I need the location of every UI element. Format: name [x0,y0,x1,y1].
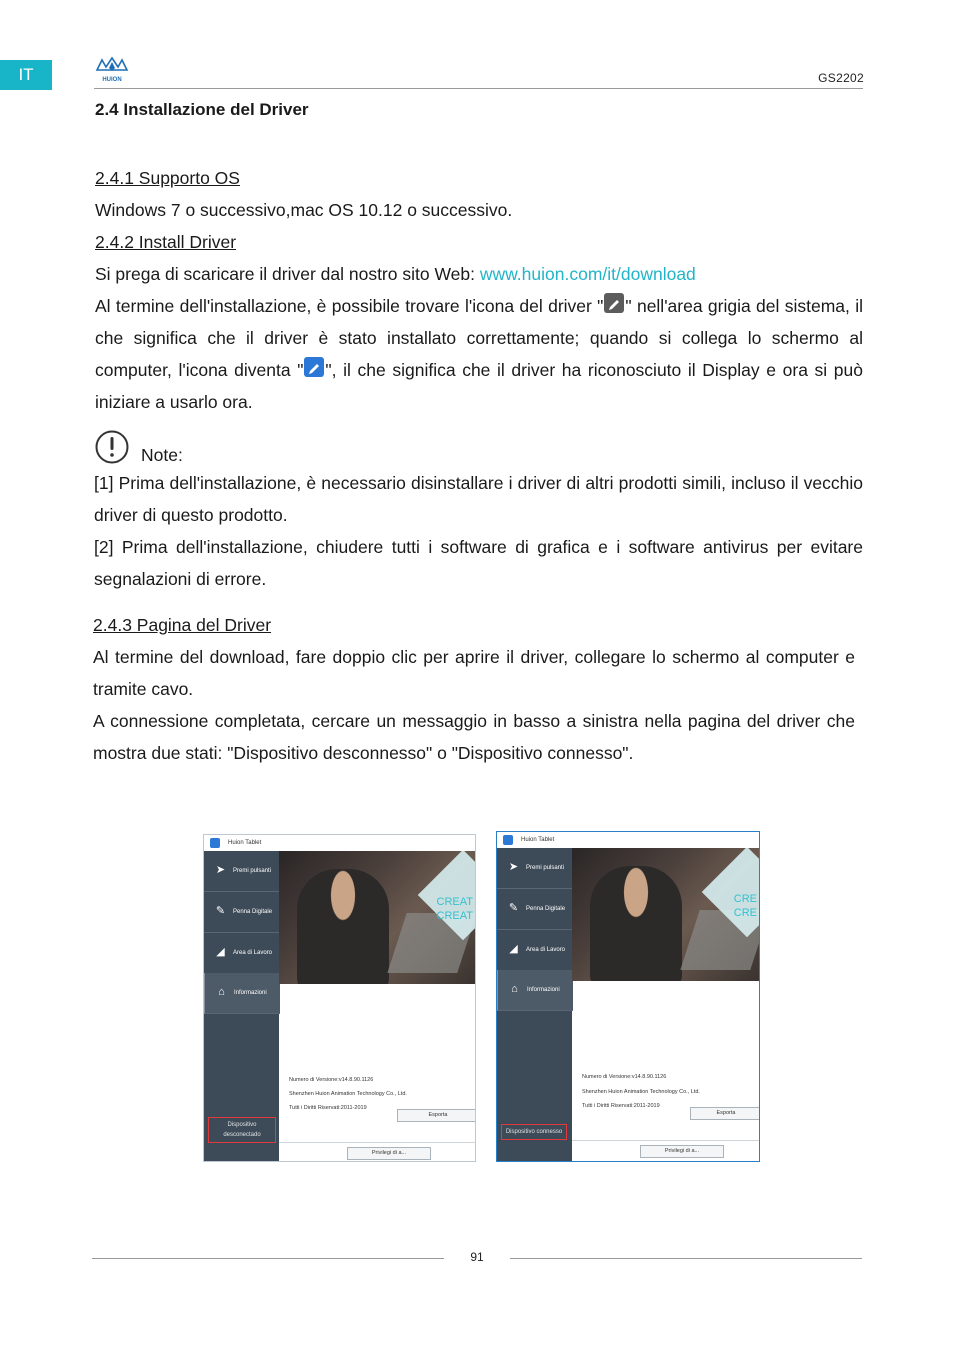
app-icon [503,835,513,845]
install-heading: 2.4.2 Install Driver [95,232,237,252]
window-titlebar [497,832,759,848]
nav-label: Premi pulsanti [526,865,565,871]
note-items [94,467,863,595]
os-block [95,162,863,418]
window-title: Huion Tablet [228,840,262,846]
download-link[interactable]: www.huion.com/it/download [479,264,696,284]
note-item-2: [2] Prima dell'installazione, chiudere tutti i software di grafica e i software antivirus per evitare segnalazioni di errore. [94,537,863,589]
privileges-button[interactable]: Privilegi di a... [640,1145,724,1158]
version-text: Numero di Versione:v14.8.90.1126 [582,1074,667,1080]
nav-label: Premi pulsanti [233,868,272,874]
home-icon: ⌂ [218,986,225,998]
download-line [95,258,863,290]
rights-text: Tutti i Diritti Riservati:2011-2019 [582,1103,660,1109]
note-label: Note: [141,445,183,465]
nav-label: Area di Lavoro [526,947,566,953]
pen-icon: ✎ [215,905,226,917]
version-text: Numero di Versione:v14.8.90.1126 [289,1077,374,1083]
banner-line: CREAT [436,910,473,922]
window-title: Huion Tablet [521,837,555,843]
nav-press-keys[interactable] [497,848,572,889]
page-number: 91 [470,1250,484,1264]
nav-info[interactable] [204,973,280,1014]
banner-photo [572,848,759,981]
banner-line: CREAT [436,896,473,908]
nav-info[interactable] [497,970,573,1011]
language-tab: IT [0,60,52,90]
driver-page-p2: A connessione completata, cercare un messaggio in basso a sinistra nella pagina del driver che mostra due stati: "Dispositivo desconnesso" o "Dispositivo connesso". [93,711,855,763]
driver-page-p1: Al termine del download, fare doppio clic per aprire il driver, collegare lo schermo al computer e tramite cavo. [93,647,855,699]
nav-digital-pen[interactable] [204,892,279,933]
nav-label: Penna Digitale [233,909,273,915]
install-text-b: " nell'area grigia del sistema, il che significa che il driver è stato installato correttamente; quando si collega lo schermo al computer, l'icona diventa " [95,296,864,380]
note-item-1: [1] Prima dell'installazione, è necessario disinstallare i driver di altri prodotti simili, incluso il vecchio driver di questo prodotto. [94,473,863,525]
svg-text:HUION: HUION [102,77,122,83]
company-text: Shenzhen Huion Animation Technology Co., Ltd. [582,1089,700,1095]
banner-line: CRE [733,893,757,905]
banner-text [437,895,473,923]
triangle-icon: ◢ [216,946,225,958]
download-prefix: Si prega di scaricare il driver dal nostro sito Web: [95,264,480,284]
model-name: GS2202 [818,71,864,85]
nav-work-area[interactable] [204,933,279,974]
paper-plane-icon: ➤ [508,861,519,873]
bottom-divider [572,1140,759,1141]
rights-text: Tutti i Diritti Riservati:2011-2019 [289,1105,367,1111]
exclamation-circle-icon [95,430,129,464]
sidebar [497,848,572,1161]
artist-figure [297,869,389,984]
driver-gray-pen-icon [604,293,624,313]
privileges-button[interactable]: Privilegi di a... [347,1147,431,1160]
paper-plane-icon: ➤ [215,864,226,876]
nav-label: Informazioni [234,990,267,996]
nav-label: Area di Lavoro [233,950,273,956]
nav-digital-pen[interactable] [497,889,572,930]
nav-work-area[interactable] [497,930,572,971]
sidebar [204,851,279,1161]
footer-rule-right [510,1258,862,1259]
huion-logo [94,56,130,84]
driver-window-connected [496,831,760,1162]
banner-text [734,892,757,920]
header-divider [94,88,863,89]
driver-blue-pen-icon [304,357,324,377]
nav-label: Informazioni [527,987,560,993]
os-heading: 2.4.1 Supporto OS [95,168,240,188]
os-text: Windows 7 o successivo,mac OS 10.12 o successivo. [95,200,513,220]
artist-figure [590,866,682,981]
driver-window-disconnected [203,834,476,1162]
nav-label: Penna Digitale [526,906,566,912]
driver-page-heading: 2.4.3 Pagina del Driver [93,615,272,635]
driver-page-block [93,609,855,769]
export-button[interactable]: Esporta [397,1109,476,1122]
device-status-connected: Dispositivo connesso [501,1124,567,1140]
export-button[interactable]: Esporta [690,1107,760,1120]
app-icon [210,838,220,848]
banner-line: CRE [733,907,757,919]
install-text-c: ", il che significa che il driver ha riconosciuto il Display e ora si può iniziare a usarlo ora. [95,360,864,412]
install-paragraph [95,290,863,418]
pen-icon: ✎ [508,902,519,914]
bottom-divider [279,1142,475,1143]
triangle-icon: ◢ [509,943,518,955]
home-icon: ⌂ [511,983,518,995]
banner-photo [279,851,475,984]
device-status-disconnected: Dispositivo desconectado [208,1117,276,1143]
section-title: 2.4 Installazione del Driver [95,100,309,119]
nav-press-keys[interactable] [204,851,279,892]
company-text: Shenzhen Huion Animation Technology Co., Ltd. [289,1091,407,1097]
window-titlebar [204,835,475,851]
install-text-a: Al termine dell'installazione, è possibile trovare l'icona del driver " [95,296,604,316]
